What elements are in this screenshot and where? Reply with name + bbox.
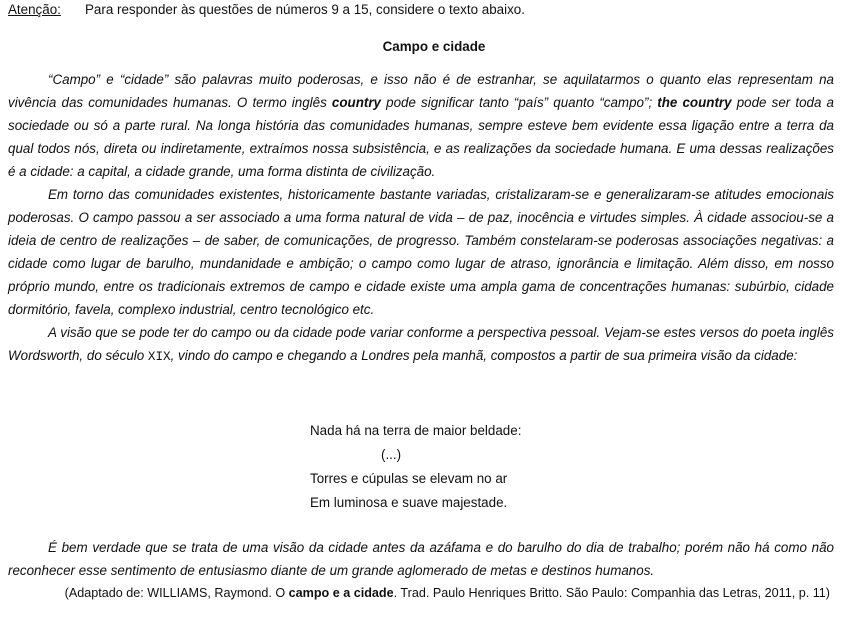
text-title: Campo e cidade bbox=[382, 39, 486, 54]
term-the-country: the country bbox=[657, 95, 732, 110]
paragraph-1 bbox=[8, 68, 834, 183]
paragraph-3-part: , vindo do campo e chegando a Londres pela manhã, compostos a partir de sua primeira visão da cidade: bbox=[170, 348, 798, 363]
text-body bbox=[8, 68, 834, 369]
citation-book-title: campo e a cidade bbox=[288, 586, 394, 600]
final-paragraph-block bbox=[8, 536, 834, 582]
term-country: country bbox=[331, 95, 382, 110]
paragraph-1-part: pode significar tanto “país” quanto “campo”; bbox=[381, 95, 658, 110]
source-citation bbox=[65, 584, 830, 602]
poem-line: Torres e cúpulas se elevam no ar bbox=[310, 471, 508, 486]
poem-line: Nada há na terra de maior beldade: bbox=[310, 423, 522, 438]
attention-text: Para responder às questões de números 9 a 15, considere o texto abaixo. bbox=[85, 2, 525, 17]
paragraph-1-part: “Campo” e “cidade” são palavras muito poderosas, e isso não é de estranhar, se aquilatarmos o quanto elas representam na vivência das comunidades humanas. O termo inglês bbox=[8, 72, 834, 110]
citation-part: . Trad. Paulo Henriques Britto. São Paulo: Companhia das Letras, 2011, p. 11) bbox=[393, 586, 830, 600]
paragraph-3 bbox=[8, 321, 834, 369]
final-paragraph: É bem verdade que se trata de uma visão da cidade antes da azáfama e do barulho do dia de trabalho; porém não há como não reconhecer esse sentimento de entusiasmo diante de um grande aglomerado de metas e destinos humanos. bbox=[8, 540, 834, 578]
attention-label: Atenção: bbox=[8, 2, 61, 17]
century-numeral: XIX bbox=[147, 350, 171, 364]
poem-excerpt bbox=[310, 419, 521, 515]
paragraph-3-part: A visão que se pode ter do campo ou da cidade pode variar conforme a perspectiva pessoal. Vejam-se estes versos do poeta inglês Wordsworth, do século bbox=[8, 325, 834, 363]
poem-line: Em luminosa e suave majestade. bbox=[310, 495, 508, 510]
attention-note bbox=[8, 0, 525, 20]
citation-part: (Adaptado de: WILLIAMS, Raymond. O bbox=[64, 586, 289, 600]
paragraph-2: Em torno das comunidades existentes, historicamente bastante variadas, cristalizaram-se e generalizaram-se atitudes emocionais poderosas. O campo passou a ser associado a uma forma natural de vida – de paz, inocência e virtudes simples. À cidade associou-se a ideia de centro de realizações – de saber, de comunicações, de progresso. Também constelaram-se poderosas associações negativas: a cidade como lugar de barulho, mundanidade e ambição; o campo como lugar de atraso, ignorância e limitação. Além disso, em nosso próprio mundo, entre os tradicionais extremos de campo e cidade existe uma ampla gama de concentrações humanas: subúrbio, cidade dormitório, favela, complexo industrial, centro tecnológico etc. bbox=[8, 187, 834, 317]
paragraph-1-part: pode ser toda a sociedade ou só a parte rural. Na longa história das comunidades humanas, sempre esteve bem evidente essa ligação entre a terra da qual todos nós, direta ou indiretamente, extraímos nossa subsistência, e as realizações da sociedade humana. E uma dessas realizações é a cidade: a capital, a cidade grande, uma forma distinta de civilização. bbox=[8, 95, 834, 179]
poem-ellipsis: (...) bbox=[381, 447, 402, 462]
